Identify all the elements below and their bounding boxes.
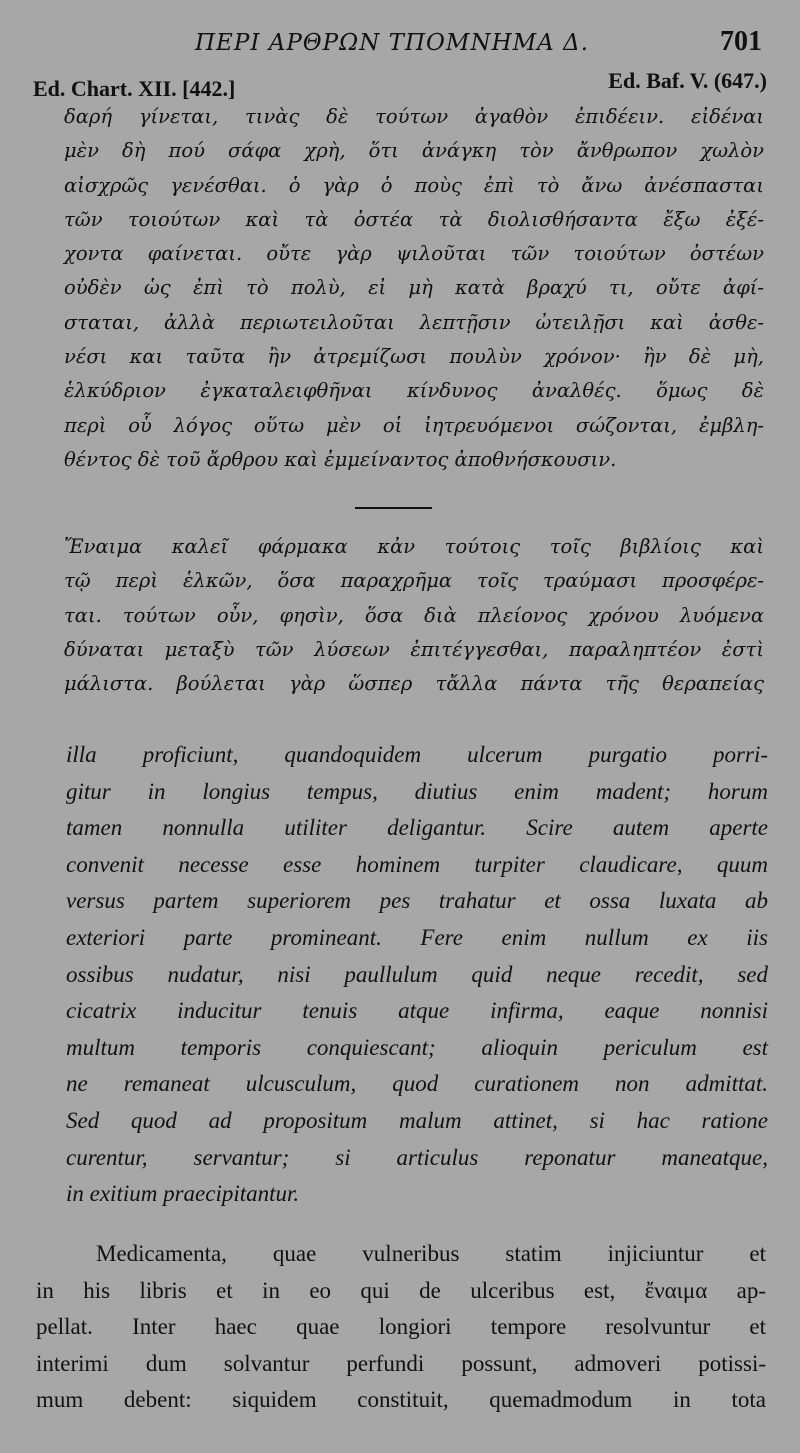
text-line: μὲν δὴ πού σάφα χρὴ, ὅτι ἀνάγκη τὸν ἄνθρωπον χωλὸν (64, 139, 764, 163)
text-line: Medicamenta, quae vulneribus statim injiciuntur et (96, 1241, 766, 1266)
text-line: οὐδὲν ὡς ἐπὶ τὸ πολὺ, εἰ μὴ κατὰ βραχύ τι, οὔτε ἀφί- (64, 276, 764, 300)
text-line: ossibus nudatur, nisi paullulum quid neque recedit, sed (66, 961, 768, 987)
text-line: exteriori parte promineant. Fere enim nullum ex iis (66, 924, 768, 950)
edition-reference-left: Ed. Chart. XII. [442.] (33, 76, 236, 101)
text-line: νέσι και ταῦτα ἢν ἀτρεμίζωσι πουλὺν χρόνον· ἢν δὲ μὴ, (64, 345, 764, 369)
text-line: δύναται μεταξὺ τῶν λύσεων ἐπιτέγγεσθαι, παραληπτέον ἐστὶ (64, 637, 764, 661)
text-line: δαρή γίνεται, τινὰς δὲ τούτων ἀγαθὸν ἐπιδέειν. εἰδέναι (64, 105, 764, 128)
text-line: θέντος δὲ τοῦ ἄρθρου καὶ ἐμμείναντος ἀποθνήσκουσιν. (64, 447, 617, 471)
running-title: ΠΕΡΙ ΑΡΘΡΩΝ ΤΠΟΜΝΗΜΑ Δ. (195, 30, 590, 56)
text-line: Ἔναιμα καλεῖ φάρμακα κἀν τούτοις τοῖς βιβλίοις καὶ (64, 535, 764, 558)
text-line: multum temporis conquiescant; alioquin periculum est (66, 1034, 768, 1060)
text-line: περὶ οὗ λόγος οὕτω μὲν οἱ ἰητρευόμενοι σώζονται, ἐμβλη- (64, 413, 764, 437)
page-number: 701 (720, 26, 762, 57)
text-line: pellat. Inter haec quae longiori tempore resolvuntur et (36, 1314, 766, 1340)
text-line: mum debent: siquidem constituit, quemadmodum in tota (36, 1387, 766, 1413)
text-line: convenit necesse esse hominem turpiter claudicare, quum (66, 851, 768, 877)
greek-paragraph-1 (64, 100, 764, 477)
text-line: Sed quod ad propositum malum attinet, si hac ratione (66, 1107, 768, 1133)
text-line: tamen nonnulla utiliter deligantur. Scire autem aperte (66, 815, 768, 841)
text-line: χοντα φαίνεται. οὔτε γὰρ ψιλοῦται τῶν τοιούτων ὀστέων (64, 242, 764, 266)
text-line: ne remaneat ulcusculum, quod curationem non admittat. (66, 1071, 768, 1097)
greek-paragraph-2 (64, 530, 764, 701)
text-line: αἰσχρῶς γενέσθαι. ὁ γὰρ ὁ ποὺς ἐπὶ τὸ ἄνω ἀνέσπασται (64, 173, 764, 197)
text-line: in his libris et in eo qui de ulceribus est, ἔναιμα ap- (36, 1277, 766, 1303)
text-line: curentur, servantur; si articulus reponatur maneatque, (66, 1144, 768, 1170)
text-line: in exitium praecipitantur. (66, 1181, 300, 1207)
text-line: ἑλκύδριον ἐγκαταλειφθῆναι κίνδυνος ἀναλθές. ὅμως δὲ (64, 379, 764, 403)
latin-commentary-paragraph (36, 1236, 766, 1419)
text-line: gitur in longius tempus, diutius enim madent; horum (66, 778, 768, 804)
text-line: ται. τούτων οὖν, φησὶν, ὅσα διὰ πλείονος χρόνου λυόμενα (64, 603, 764, 627)
text-line: τῷ περὶ ἑλκῶν, ὅσα παραχρῆμα τοῖς τραύμασι προσφέρε- (64, 569, 764, 593)
edition-reference-right: Ed. Baf. V. (647.) (608, 68, 767, 93)
text-line: versus partem superiorem pes trahatur et ossa luxata ab (66, 888, 768, 914)
text-line: cicatrix inducitur tenuis atque infirma, eaque nonnisi (66, 998, 768, 1024)
latin-translation-paragraph (66, 737, 768, 1213)
section-divider (355, 507, 432, 509)
text-line: illa proficiunt, quandoquidem ulcerum purgatio porri- (66, 742, 768, 767)
text-line: μάλιστα. βούλεται γὰρ ὥσπερ τἄλλα πάντα τῆς θεραπείας (64, 672, 764, 696)
text-line: interimi dum solvantur perfundi possunt, admoveri potissi- (36, 1350, 766, 1376)
text-line: τῶν τοιούτων καὶ τὰ ὀστέα τὰ διολισθήσαντα ἔξω ἐξέ- (64, 207, 764, 231)
text-line: σταται, ἀλλὰ περιωτειλοῦται λεπτῇσιν ὠτειλῇσι καὶ ἀσθε- (64, 310, 764, 334)
